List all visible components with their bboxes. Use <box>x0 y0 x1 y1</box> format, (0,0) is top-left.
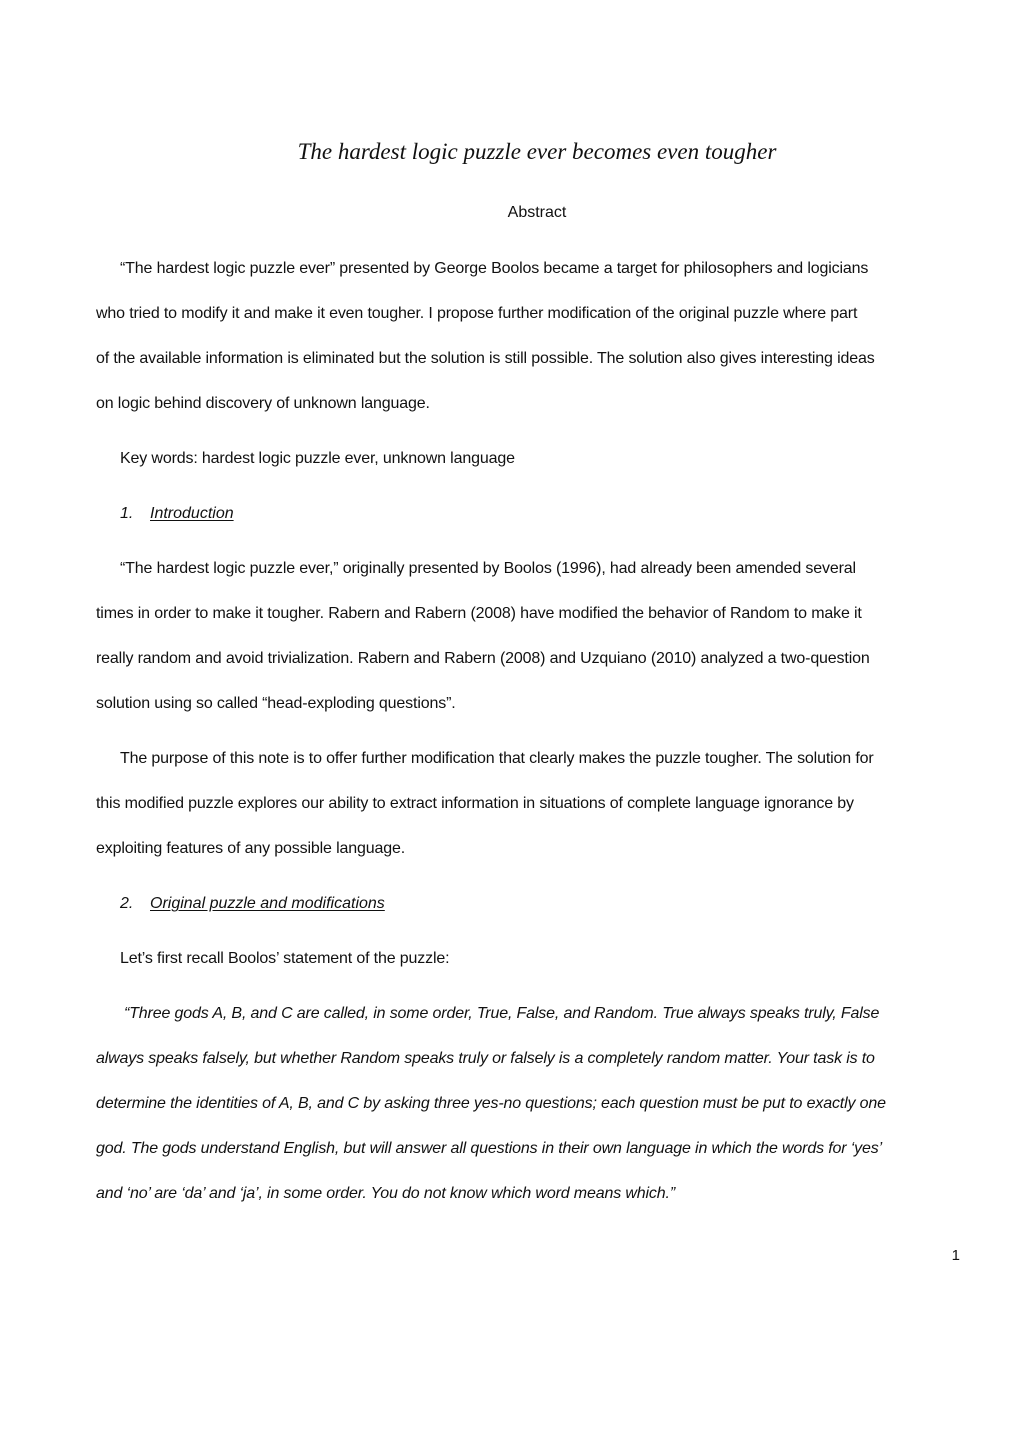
abstract-line: who tried to modify it and make it even tougher. I propose further modification of the original puzzle where part <box>96 305 858 322</box>
body-line: really random and avoid trivialization. Rabern and Rabern (2008) and Uzquiano (2010) analyzed a two-question <box>96 650 870 667</box>
abstract-line: “The hardest logic puzzle ever” presented by George Boolos became a target for philosophers and logicians <box>120 260 869 277</box>
section-heading-original-puzzle <box>120 893 385 915</box>
section-heading-introduction <box>120 503 234 525</box>
body-line: solution using so called “head-exploding questions”. <box>96 695 456 712</box>
section-number: 2. <box>120 895 134 912</box>
page-number: 1 <box>951 1247 960 1264</box>
paper-title: The hardest logic puzzle ever becomes even tougher <box>297 139 777 164</box>
quote-line: “Three gods A, B, and C are called, in some order, True, False, and Random. True always speaks truly, False <box>124 1005 880 1022</box>
body-line: times in order to make it tougher. Rabern and Rabern (2008) have modified the behavior of Random to make it <box>96 605 862 622</box>
abstract-heading: Abstract <box>507 204 567 221</box>
keywords: Key words: hardest logic puzzle ever, unknown language <box>120 450 515 467</box>
section-title: Introduction <box>150 505 234 522</box>
section-number: 1. <box>120 505 134 522</box>
body-line: “The hardest logic puzzle ever,” originally presented by Boolos (1996), had already been amended several <box>120 560 856 577</box>
abstract-line: of the available information is eliminated but the solution is still possible. The solution also gives interesting ideas <box>96 350 875 367</box>
quote-line: god. The gods understand English, but will answer all questions in their own language in which the words for ‘yes’ <box>96 1140 883 1157</box>
quote-line: determine the identities of A, B, and C by asking three yes-no questions; each question must be put to exactly one <box>96 1095 886 1112</box>
body-line: exploiting features of any possible language. <box>96 840 406 857</box>
section-title: Original puzzle and modifications <box>150 895 385 912</box>
quote-line: and ‘no’ are ‘da’ and ‘ja’, in some order. You do not know which word means which.” <box>96 1185 676 1202</box>
body-line: The purpose of this note is to offer further modification that clearly makes the puzzle tougher. The solution for <box>120 750 874 767</box>
abstract-line: on logic behind discovery of unknown language. <box>96 395 430 412</box>
quote-line: always speaks falsely, but whether Random speaks truly or falsely is a completely random matter. Your task is to <box>96 1050 875 1067</box>
body-line: this modified puzzle explores our ability to extract information in situations of complete language ignorance by <box>96 795 854 812</box>
body-line: Let’s first recall Boolos’ statement of the puzzle: <box>120 950 450 967</box>
